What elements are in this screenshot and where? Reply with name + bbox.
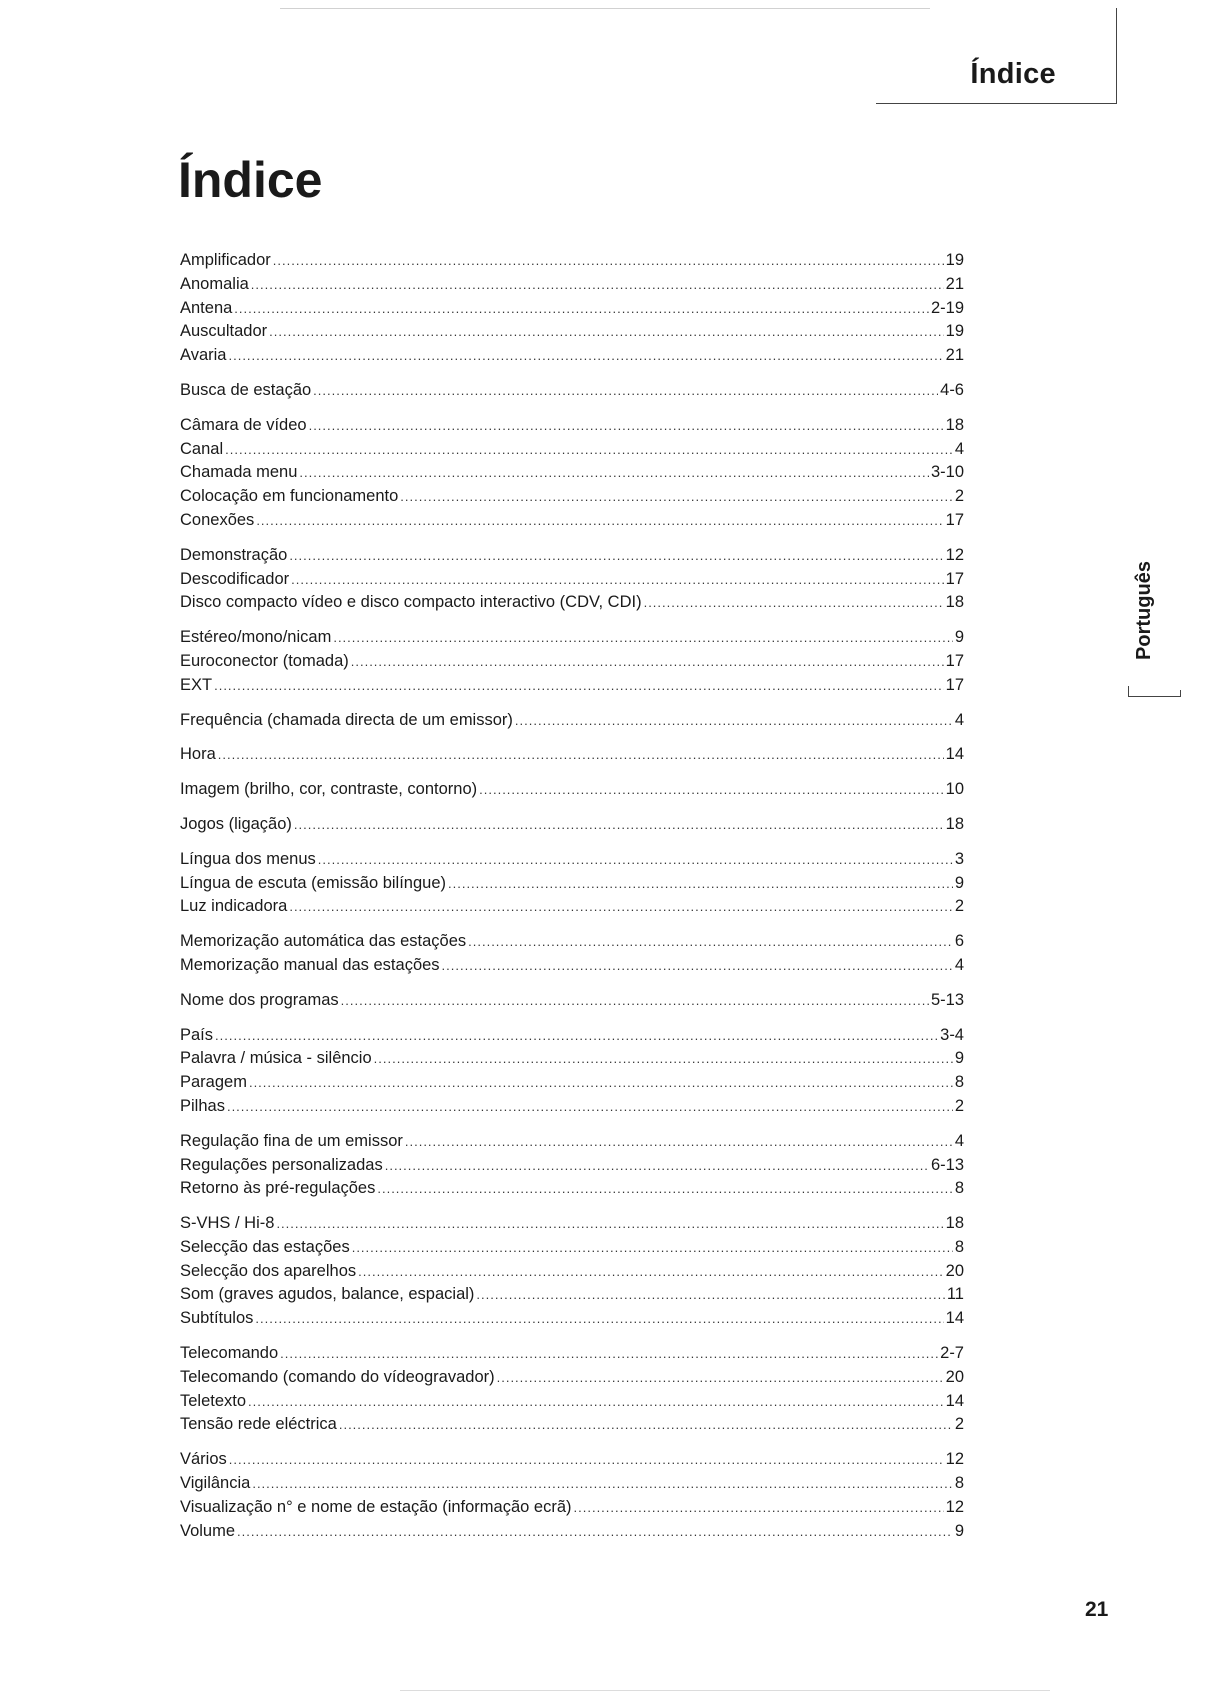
index-page-ref: 8 xyxy=(954,1474,964,1493)
index-entry xyxy=(180,1307,964,1331)
index-page-ref: 8 xyxy=(954,1073,964,1092)
index-entry xyxy=(180,249,964,273)
scan-artifact-bottom xyxy=(400,1690,1050,1691)
dot-leader xyxy=(309,414,944,438)
index-page-ref: 4 xyxy=(954,1131,964,1150)
dot-leader xyxy=(644,591,944,615)
page-number: 21 xyxy=(1085,1598,1109,1621)
index-page-ref: 12 xyxy=(945,545,964,564)
index-page-ref: 4-6 xyxy=(940,380,964,399)
index-page-ref: 20 xyxy=(945,1261,964,1280)
index-term: Língua dos menus xyxy=(180,849,316,868)
header-title: Índice xyxy=(970,58,1056,90)
index-entry xyxy=(180,568,964,592)
index-page-ref: 10 xyxy=(945,780,964,799)
index-page-ref: 9 xyxy=(954,1521,964,1540)
index-term: Antena xyxy=(180,298,233,317)
index-page-ref: 4 xyxy=(954,955,964,974)
index-term: Chamada menu xyxy=(180,463,298,482)
index-page-ref: 17 xyxy=(945,569,964,588)
index-term: Memorização automática das estações xyxy=(180,932,467,951)
index-page-ref: 20 xyxy=(945,1367,964,1386)
index-page-ref: 2-19 xyxy=(930,298,964,317)
index-entry xyxy=(180,872,964,896)
index-term: Demonstração xyxy=(180,545,288,564)
scan-artifact-top xyxy=(280,8,930,9)
index-term: Paragem xyxy=(180,1073,247,1092)
index-group xyxy=(180,778,964,802)
index-page-ref: 18 xyxy=(945,1214,964,1233)
dot-leader xyxy=(276,1212,943,1236)
index-term: Jogos (ligação) xyxy=(180,814,292,833)
index-term: Câmara de vídeo xyxy=(180,415,307,434)
index-term: Volume xyxy=(180,1521,236,1540)
index-page-ref: 3-4 xyxy=(940,1025,964,1044)
index-term: Euroconector (tomada) xyxy=(180,651,349,670)
index-group xyxy=(180,743,964,767)
index-entry xyxy=(180,1260,964,1284)
index-term: Retorno às pré-regulações xyxy=(180,1179,376,1198)
index-term: Anomalia xyxy=(180,274,249,293)
index-page-ref: 4 xyxy=(954,710,964,729)
index-entry xyxy=(180,1366,964,1390)
index-page-ref: 3-10 xyxy=(930,463,964,482)
index-term: Memorização manual das estações xyxy=(180,955,440,974)
dot-leader xyxy=(352,1236,953,1260)
index-term: Visualização n° e nome de estação (informação ecrã) xyxy=(180,1497,572,1516)
index-page-ref: 9 xyxy=(954,1049,964,1068)
index-term: Regulação fina de um emissor xyxy=(180,1131,403,1150)
index-group xyxy=(180,379,964,403)
index-group xyxy=(180,544,964,615)
index-entry xyxy=(180,626,964,650)
index-entry xyxy=(180,414,964,438)
index-entry xyxy=(180,438,964,462)
index-page-ref: 8 xyxy=(954,1237,964,1256)
index-entry xyxy=(180,1212,964,1236)
index-page-ref: 6 xyxy=(954,932,964,951)
index-entry xyxy=(180,989,964,1013)
index-entry xyxy=(180,930,964,954)
index-group xyxy=(180,1448,964,1543)
index-entry xyxy=(180,1520,964,1544)
index-term: Selecção das estações xyxy=(180,1237,350,1256)
index-entry xyxy=(180,544,964,568)
index-group xyxy=(180,989,964,1013)
header-vertical-rule xyxy=(1116,8,1117,104)
index-page-ref: 18 xyxy=(945,415,964,434)
dot-leader xyxy=(249,1071,953,1095)
dot-leader xyxy=(476,1283,944,1307)
index-term: Selecção dos aparelhos xyxy=(180,1261,357,1280)
index-entry xyxy=(180,813,964,837)
dot-leader xyxy=(215,1024,938,1048)
header-rule xyxy=(876,103,1116,104)
dot-leader xyxy=(227,1095,953,1119)
dot-leader xyxy=(358,1260,944,1284)
dot-leader xyxy=(351,650,944,674)
index-term: Avaria xyxy=(180,346,227,365)
dot-leader xyxy=(497,1366,944,1390)
index-entry xyxy=(180,297,964,321)
index-term: Canal xyxy=(180,439,224,458)
dot-leader xyxy=(252,1472,952,1496)
index-entry xyxy=(180,709,964,733)
language-tab-label: Português xyxy=(1132,560,1155,660)
index-term: Amplificador xyxy=(180,251,271,269)
dot-leader xyxy=(280,1342,938,1366)
index-entry xyxy=(180,273,964,297)
dot-leader xyxy=(234,297,929,321)
dot-leader xyxy=(374,1047,953,1071)
index-entry xyxy=(180,1472,964,1496)
index-entry xyxy=(180,379,964,403)
index-page-ref: 8 xyxy=(954,1179,964,1198)
dot-leader xyxy=(248,1390,944,1414)
index-page-ref: 2-7 xyxy=(940,1344,964,1363)
index-entry xyxy=(180,778,964,802)
index-page-ref: 3 xyxy=(954,849,964,868)
language-tab-rule xyxy=(1128,696,1180,697)
index-group xyxy=(180,414,964,533)
index-page-ref: 17 xyxy=(945,510,964,529)
index-page-ref: 21 xyxy=(945,274,964,293)
index-group xyxy=(180,709,964,733)
index-term: Auscultador xyxy=(180,322,268,341)
index-entry xyxy=(180,485,964,509)
dot-leader xyxy=(339,1413,953,1437)
index-term: Colocação em funcionamento xyxy=(180,487,399,506)
dot-leader xyxy=(237,1520,953,1544)
index-group xyxy=(180,1024,964,1119)
index-group xyxy=(180,626,964,697)
index-page-ref: 11 xyxy=(946,1285,964,1304)
index-entry xyxy=(180,344,964,368)
index-page-ref: 17 xyxy=(945,651,964,670)
index-group xyxy=(180,1212,964,1331)
dot-leader xyxy=(313,379,938,403)
dot-leader xyxy=(218,743,944,767)
index-entry xyxy=(180,1154,964,1178)
index-page-ref: 9 xyxy=(954,873,964,892)
dot-leader xyxy=(468,930,953,954)
index-page-ref: 2 xyxy=(954,1415,964,1434)
dot-leader xyxy=(377,1177,952,1201)
index-entry xyxy=(180,1413,964,1437)
index-term: Busca de estação xyxy=(180,380,312,399)
index-entry xyxy=(180,1236,964,1260)
index-term: Imagem (brilho, cor, contraste, contorno) xyxy=(180,780,478,799)
dot-leader xyxy=(574,1496,944,1520)
index-entry xyxy=(180,320,964,344)
index-term: Teletexto xyxy=(180,1391,247,1410)
index-group xyxy=(180,1342,964,1437)
index-page-ref: 18 xyxy=(945,593,964,612)
dot-leader xyxy=(289,544,943,568)
dot-leader xyxy=(479,778,944,802)
dot-leader xyxy=(255,1307,943,1331)
index-page-ref: 12 xyxy=(945,1497,964,1516)
dot-leader xyxy=(214,674,944,698)
index-term: Vigilância xyxy=(180,1474,251,1493)
index-term: EXT xyxy=(180,675,213,694)
index-entry xyxy=(180,954,964,978)
index-entry xyxy=(180,1071,964,1095)
index-entry xyxy=(180,461,964,485)
dot-leader xyxy=(228,344,943,368)
index-group xyxy=(180,1130,964,1201)
index-term: Descodificador xyxy=(180,569,290,588)
index-group xyxy=(180,249,964,368)
dot-leader xyxy=(448,872,953,896)
index-page-ref: 18 xyxy=(945,814,964,833)
index-page-ref: 2 xyxy=(954,487,964,506)
index-entry xyxy=(180,1024,964,1048)
dot-leader xyxy=(289,895,952,919)
index-term: Hora xyxy=(180,745,216,764)
language-tab-rule-tick-left xyxy=(1128,686,1129,697)
dot-leader xyxy=(225,438,953,462)
index-page-ref: 19 xyxy=(945,322,964,341)
index-term: País xyxy=(180,1025,214,1044)
index-term: Luz indicadora xyxy=(180,897,288,916)
index-group xyxy=(180,848,964,919)
index-entry xyxy=(180,1095,964,1119)
language-tab xyxy=(1124,530,1164,690)
index-entry xyxy=(180,1342,964,1366)
index-term: Língua de escuta (emissão bilíngue) xyxy=(180,873,446,892)
index-term: Disco compacto vídeo e disco compacto interactivo (CDV, CDI) xyxy=(180,593,642,612)
dot-leader xyxy=(405,1130,953,1154)
index-page-ref: 2 xyxy=(954,1096,964,1115)
dot-leader xyxy=(294,813,944,837)
index-page-ref: 14 xyxy=(945,745,964,764)
index-page-ref: 14 xyxy=(945,1309,964,1328)
index-term: Regulações personalizadas xyxy=(180,1155,383,1174)
index-page-ref: 14 xyxy=(945,1391,964,1410)
index-entry xyxy=(180,1496,964,1520)
index-term: Vários xyxy=(180,1450,227,1469)
index-page-ref: 2 xyxy=(954,897,964,916)
dot-leader xyxy=(299,461,929,485)
index-page-ref: 19 xyxy=(945,251,964,269)
index-entry xyxy=(180,743,964,767)
dot-leader xyxy=(442,954,953,978)
index-term: Tensão rede eléctrica xyxy=(180,1415,337,1434)
index-page-ref: 5-13 xyxy=(930,990,964,1009)
index-term: Telecomando xyxy=(180,1344,279,1363)
index-group xyxy=(180,930,964,978)
dot-leader xyxy=(229,1448,944,1472)
index-group xyxy=(180,813,964,837)
index-entry xyxy=(180,895,964,919)
index-entry xyxy=(180,1130,964,1154)
index-term: Som (graves agudos, balance, espacial) xyxy=(180,1285,475,1304)
dot-leader xyxy=(341,989,929,1013)
index-entry xyxy=(180,1177,964,1201)
language-tab-rule-tick xyxy=(1180,690,1181,697)
index-page-ref: 17 xyxy=(945,675,964,694)
index-page-ref: 4 xyxy=(954,439,964,458)
index-term: Conexões xyxy=(180,510,255,529)
index-entry xyxy=(180,1283,964,1307)
index-term: Nome dos programas xyxy=(180,990,339,1009)
dot-leader xyxy=(269,320,944,344)
dot-leader xyxy=(291,568,944,592)
index-entry xyxy=(180,1448,964,1472)
index-entry xyxy=(180,1047,964,1071)
dot-leader xyxy=(333,626,952,650)
index-entry xyxy=(180,509,964,533)
index-list xyxy=(180,249,964,1554)
index-page-ref: 12 xyxy=(945,1450,964,1469)
index-page-ref: 9 xyxy=(954,628,964,647)
index-term: Estéreo/mono/nicam xyxy=(180,628,332,647)
dot-leader xyxy=(318,848,953,872)
index-term: Pilhas xyxy=(180,1096,225,1115)
index-term: Subtítulos xyxy=(180,1309,254,1328)
index-term: S-VHS / Hi-8 xyxy=(180,1214,275,1233)
dot-leader xyxy=(385,1154,929,1178)
dot-leader xyxy=(400,485,953,509)
dot-leader xyxy=(251,273,944,297)
index-entry xyxy=(180,1390,964,1414)
index-page-ref: 21 xyxy=(945,346,964,365)
index-term: Telecomando (comando do vídeogravador) xyxy=(180,1367,495,1386)
index-term: Frequência (chamada directa de um emissor) xyxy=(180,710,513,729)
index-entry xyxy=(180,674,964,698)
dot-leader xyxy=(515,709,953,733)
page-title: Índice xyxy=(178,152,323,208)
dot-leader xyxy=(273,249,944,273)
index-entry xyxy=(180,650,964,674)
index-entry xyxy=(180,591,964,615)
index-term: Palavra / música - silêncio xyxy=(180,1049,372,1068)
index-page-ref: 6-13 xyxy=(930,1155,964,1174)
index-entry xyxy=(180,848,964,872)
dot-leader xyxy=(256,509,943,533)
